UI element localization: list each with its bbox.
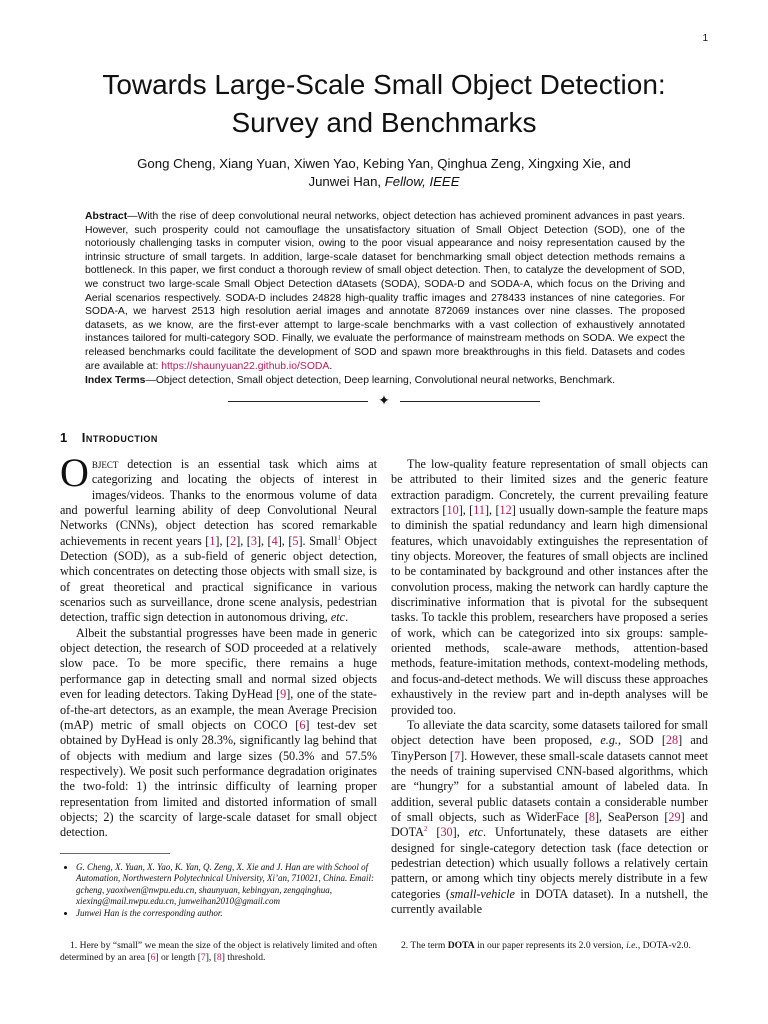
divider-line-right: [400, 401, 540, 402]
title-line-2: Survey and Benchmarks: [231, 107, 537, 138]
index-terms: [85, 374, 685, 388]
intro-paragraph-2: [60, 626, 377, 841]
italic-run: etc: [330, 610, 346, 625]
text-run: Object Detection (SOD), as a sub-field of generic object detection, which concentrates on detecting those objects with small size, is of great theoretical and practical significance in various scenarios such as surveillance, drone scene analysis, pedestrian detection, traffic sign detection in autonomous driving,: [60, 533, 378, 625]
text-run: in DOTA dataset). In a nutshell, the currently available: [391, 886, 708, 916]
affiliation-list: [60, 862, 377, 919]
page-number: 1: [702, 33, 708, 44]
intro-paragraph-1: [60, 450, 378, 626]
text-run: 1. Here by “small” we mean the size of the object is relatively limited and often determined by an area [: [60, 940, 377, 963]
text-run: . Unfortunately, these datasets are either designed for single-category detection task (face detection or pedestrian detection) which usually follows a relatively certain pattern, or among which tiny objects merely distribute in a few categories (: [391, 825, 708, 901]
citation-link[interactable]: 6: [150, 952, 156, 963]
text-run: ]. However, these small-scale datasets cannot meet the needs of training supervised CNN-based algorithms, which are “hungry” for a substantial amount of labeled data. In addition, several public datasets contain a considerable number of small objects, such as WiderFace [: [391, 748, 709, 824]
citation-link[interactable]: 29: [668, 809, 681, 824]
affiliation-footnotes: [60, 862, 377, 920]
footnote-rule: [60, 853, 170, 854]
dataset-link[interactable]: https://shaunyuan22.github.io/SODA: [161, 360, 330, 372]
abstract-text: With the rise of deep convolutional neural networks, object detection has achieved prominent advances in past years. However, such prosperity could not camouflage the unsatisfactory situation of Small Object Detection (SOD), one of the notoriously challenging tasks in computer vision, owing to the poor visual appearance and noisy representation caused by the intrinsic structure of small targets. In addition, large-scale dataset for benchmarking small object detection methods remains a bottleneck. In this paper, we first conduct a thorough review of small object detection. Then, to catalyze the development of SOD, we construct two large-scale Small Object Detection dAtasets (SODA), SODA-D and SODA-A, which focus on the Driving and Aerial scenarios respectively. SODA-D includes 24828 high-quality traffic images and 278433 instances of nine categories. For SODA-A, we harvest 2513 high resolution aerial images and annotate 872069 instances over nine classes. The proposed datasets, as we know, are the first-ever attempt to large-scale benchmarks with a vast collection of exhaustively annotated instances tailored for multi-category SOD. Finally, we evaluate the performance of mainstream methods on SODA. We expect the released benchmarks could facilitate the development of SOD and spawn more breakthroughs in this field. Datasets and codes are available at:: [85, 211, 685, 372]
footnote-mark[interactable]: 1: [337, 533, 342, 542]
intro-paragraph-4: [391, 718, 708, 917]
footnote-mark[interactable]: 2: [423, 825, 428, 834]
index-terms-dash: —: [145, 375, 156, 386]
smallcaps-lead: bject: [91, 457, 119, 471]
divider-line-left: [228, 401, 368, 402]
text-run: ] test-dev set obtained by DyHead is only 28.3%, significantly lag behind that of objects with medium and large sizes (50.3% and 57.5% respectively). We posit such performance degradation originates the two-fold: 1) the intrinsic difficulty of learning proper representation from limited and distorted information of small objects; 2) the scarcity of large-scale dataset for small object detection.: [60, 717, 377, 840]
citation-link[interactable]: 4: [271, 533, 278, 548]
text-run: ], SeaPerson [: [594, 809, 669, 824]
bold-run: DOTA: [447, 940, 475, 951]
text-run: ] threshold.: [221, 952, 266, 963]
text-run: Albeit the substantial progresses have been made in generic object detection, the research of SOD proceeded at a relatively slow pace. To be more specific, there remains a huge performance gap in detecting small and normal sized objects even for leading detectors. Taking DyHead [: [60, 625, 377, 702]
abstract: [85, 210, 685, 373]
citation-link[interactable]: 30: [440, 825, 453, 840]
text-run: ], [: [484, 503, 500, 518]
text-run: ]. Small: [298, 533, 338, 548]
drop-cap: O: [60, 450, 89, 495]
authors-line-2: Junwei Han,: [308, 174, 385, 189]
text-run: ], [: [277, 533, 293, 548]
section-heading: [60, 430, 158, 445]
text-run: ],: [452, 825, 469, 840]
index-terms-text: Object detection, Small object detection, Deep learning, Convolutional neural networks, Benchmark.: [155, 375, 616, 386]
abstract-dash: —: [127, 211, 138, 222]
section-title: Introduction: [81, 430, 158, 445]
left-column: [60, 450, 378, 841]
text-run: ], [: [256, 533, 272, 548]
affiliation-item: • Junwei Han is the corresponding author.: [76, 908, 377, 919]
text-run: ] and DOTA: [391, 809, 709, 840]
right-column: [391, 457, 708, 917]
text-run: , DOTA-v2.0.: [637, 940, 691, 951]
title-line-1: Towards Large-Scale Small Object Detection:: [102, 69, 666, 100]
text-run: ], one of the state-of-the-art detectors, as an example, the mean Average Precision (mAP) metric of small objects on COCO [: [60, 687, 377, 732]
text-run: To alleviate the data scarcity, some datasets tailored for small object detection have been proposed,: [391, 717, 708, 748]
citation-link[interactable]: 8: [216, 952, 222, 963]
text-run: .: [345, 610, 349, 625]
footnote-1: [60, 940, 377, 964]
citation-link[interactable]: 8: [588, 809, 595, 824]
text-run: , SOD [: [617, 733, 666, 748]
italic-run: etc: [468, 825, 483, 840]
text-run: The low-quality feature representation of small objects can be attributed to their limited sizes and the generic feature extraction paradigm. Concretely, the current prevailing feature extractors [: [391, 457, 708, 518]
text-run: ], [: [458, 503, 474, 518]
section-divider: [228, 396, 540, 408]
citation-link[interactable]: 1: [209, 533, 216, 548]
text-run: ] or length [: [155, 952, 201, 963]
citation-link[interactable]: 28: [665, 733, 679, 748]
affiliation-item: • G. Cheng, X. Yuan, X. Yao, K. Yan, Q. Zeng, X. Xie and J. Han are with School of Automation, Northwestern Polytechnical University, Xi’an, 710021, China. Email: gcheng, yaoxiwen@nwpu.edu.cn, shaunyuan, kebingyan, zengqinghua, xiexing@mail.nwpu.edu.cn, junweihan2010@gmail.com: [76, 862, 377, 907]
text-run: ], [: [205, 952, 217, 963]
citation-link[interactable]: 11: [473, 503, 485, 518]
citation-link[interactable]: 5: [292, 533, 299, 548]
text-run: in our paper represents its 2.0 version,: [474, 940, 627, 951]
text-run: ], [: [236, 533, 251, 548]
citation-link[interactable]: 6: [299, 717, 306, 732]
citation-link[interactable]: 2: [230, 533, 237, 548]
italic-run: e.g.: [600, 733, 618, 748]
author-role: Fellow, IEEE: [384, 174, 460, 189]
citation-link[interactable]: 3: [250, 533, 257, 548]
index-terms-label: Index Terms: [85, 375, 146, 386]
author-list: [80, 155, 688, 191]
citation-link[interactable]: 9: [280, 687, 287, 702]
text-run: detection is an essential task which aims at categorizing and locating the objects of interest in images/videos. Thanks to the enormous volume of data and powerful learning ability of deep Convolutional Neural Networks (CNNs), object detection has scored remarkable achievements in recent years [: [60, 457, 377, 548]
footnote-2: [391, 940, 708, 952]
text-run: [: [427, 825, 441, 840]
abstract-label: Abstract: [85, 211, 128, 222]
abstract-end: .: [329, 360, 333, 372]
intro-paragraph-3: [391, 457, 708, 718]
divider-ornament: ✦: [378, 394, 390, 409]
citation-link[interactable]: 12: [499, 503, 512, 518]
citation-link[interactable]: 7: [454, 748, 461, 763]
text-run: ], [: [215, 533, 231, 548]
citation-link[interactable]: 7: [200, 952, 206, 963]
text-run: ] usually down-sample the feature maps to diminish the spatial redundancy and learn high dimensional features, which unavoidably extinguishes the representation of tiny objects. Moreover, the features of small objects are inclined to be contaminated by background and other instances after the convolution process, making the network can hardly capture the discriminative information that is pivotal for the subsequent tasks. To tackle this problem, researchers have proposed a series of work, which can be categorized into six groups: sample-oriented methods, scale-aware methods, attention-based methods, feature-imitation methods, context-modeling methods, and focus-and-detect methods. We will discuss these approaches exhaustively in the review part and in-depth analyses will be provided too.: [391, 503, 708, 717]
italic-run: small-vehicle: [449, 886, 515, 901]
citation-link[interactable]: 10: [446, 503, 459, 518]
section-number: 1: [60, 430, 68, 445]
italic-run: i.e.: [626, 940, 638, 951]
paper-title: [40, 66, 728, 142]
text-run: 2. The term: [401, 940, 448, 951]
text-run: ] and TinyPerson [: [391, 733, 708, 763]
authors-line-1: Gong Cheng, Xiang Yuan, Xiwen Yao, Kebing Yan, Qinghua Zeng, Xingxing Xie, and: [137, 156, 631, 171]
